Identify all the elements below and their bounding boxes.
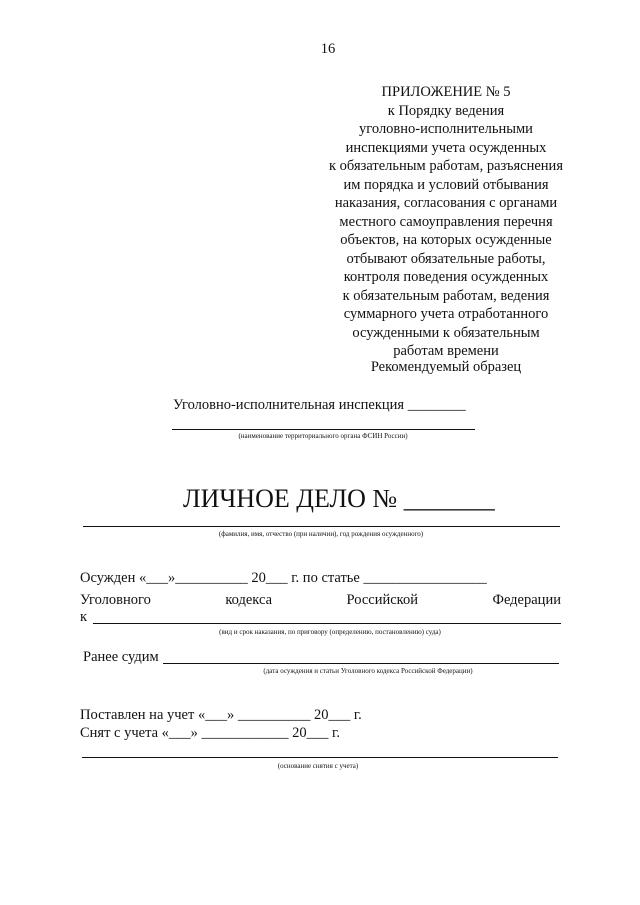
case-caption: (фамилия, имя, отчество (при наличии), год рождения осужденного) <box>218 530 424 538</box>
previous-underline <box>163 663 559 664</box>
code-word: кодекса <box>225 592 273 608</box>
appendix-line: им порядка и условий отбывания <box>343 176 549 193</box>
appendix-line: к Порядку ведения <box>387 102 505 119</box>
page-number: 16 <box>320 41 336 57</box>
appendix-line: контроля поведения осужденных <box>343 269 549 285</box>
sentence-underline <box>93 623 561 624</box>
case-title: ЛИЧНОЕ ДЕЛО № _______ <box>183 484 495 513</box>
appendix-line: местного самоуправления перечня <box>339 213 553 230</box>
inspection-caption: (наименование территориального органа ФСИН России) <box>238 432 408 440</box>
appendix-line: уголовно-исполнительными <box>359 121 533 137</box>
code-word: Российской <box>346 592 418 608</box>
inspection-label: Уголовно-исполнительная инспекция ________ <box>173 397 466 413</box>
recommended-sample: Рекомендуемый образец <box>370 359 522 375</box>
appendix-line: отбывают обязательные работы, <box>346 250 546 267</box>
appendix-line: к обязательным работам, ведения <box>342 287 550 304</box>
code-word: Уголовного <box>80 592 151 608</box>
appendix-line: наказания, согласования с органами <box>334 195 558 211</box>
appendix-title: ПРИЛОЖЕНИЕ № 5 <box>381 84 511 100</box>
removed-line: Снят с учета «___» ____________ 20___ г. <box>80 725 340 741</box>
appendix-line: работам времени <box>393 343 499 359</box>
sentence-k: к <box>80 609 88 625</box>
previous-caption: (дата осуждения и статьи Уголовного кодекса Российской Федерации) <box>263 667 473 675</box>
convicted-line: Осужден «___»__________ 20___ г. по статье _________________ <box>80 570 487 586</box>
previous-label: Ранее судим <box>83 649 159 665</box>
removal-caption: (основание снятия с учета) <box>277 762 359 770</box>
appendix-line: к обязательным работам, разъяснения <box>329 158 563 174</box>
appendix-line: инспекциями учета осужденных <box>345 139 547 156</box>
registered-line: Поставлен на учет «___» __________ 20___ г. <box>80 707 362 723</box>
inspection-underline <box>172 429 475 430</box>
removal-basis-underline <box>82 757 558 758</box>
code-word: Федерации <box>492 592 561 608</box>
name-underline <box>83 526 560 527</box>
appendix-line: объектов, на которых осужденные <box>340 232 552 248</box>
appendix-line: суммарного учета отработанного <box>343 306 549 322</box>
code-line <box>80 591 561 609</box>
appendix-line: осужденными к обязательным <box>352 324 540 341</box>
sentence-caption: (вид и срок наказания, по приговору (определению, постановлению) суда) <box>219 628 441 636</box>
